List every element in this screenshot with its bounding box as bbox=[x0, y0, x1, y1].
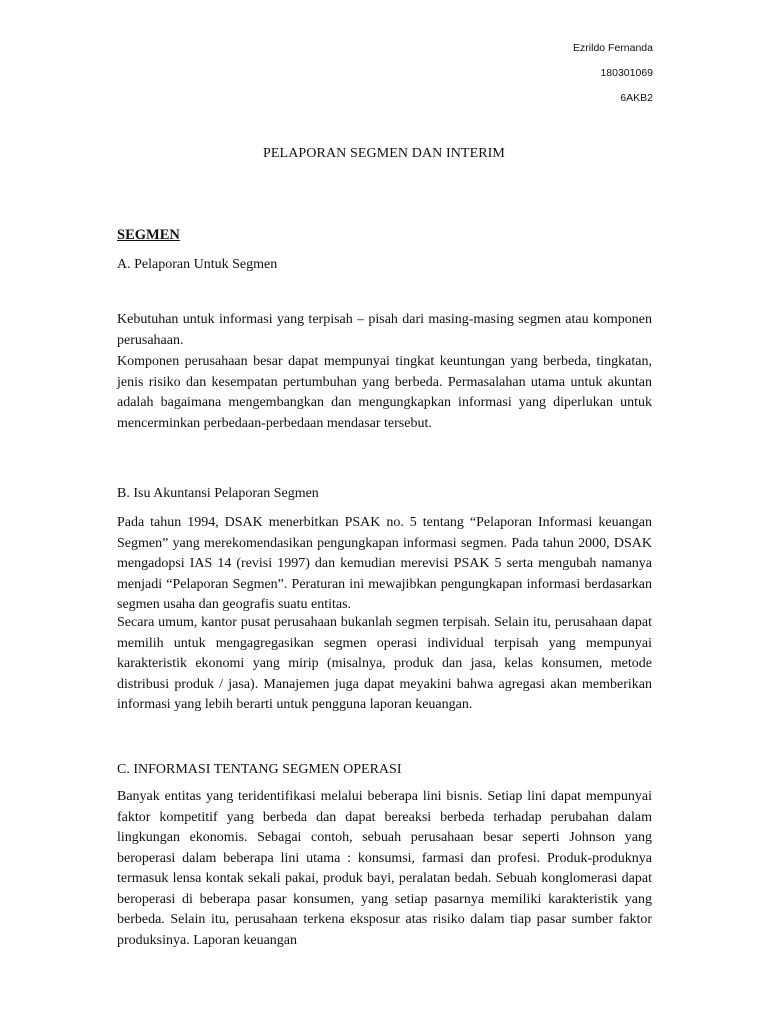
subheading-a: A. Pelaporan Untuk Segmen bbox=[117, 257, 278, 272]
paragraph-a2: Komponen perusahaan besar dapat mempunyai tingkat keuntungan yang berbeda, tingkatan, jenis risiko dan kesempatan pertumbuhan yang berbeda. Permasalahan utama untuk akuntan adalah bagaimana mengembangkan dan mengungkapkan informasi yang diperlukan untuk mencerminkan perbedaan-perbedaan mendasar tersebut. bbox=[117, 354, 652, 431]
paragraph-c1: Banyak entitas yang teridentifikasi melalui beberapa lini bisnis. Setiap lini dapat mempunyai faktor kompetitif yang berbeda dan dapat bereaksi berbeda terhadap perubahan dalam lingkungan ekonomis. Sebagai contoh, sebuah perusahaan besar seperti Johnson yang beroperasi dalam beberapa lini utama : konsumsi, farmasi dan profesi. Produk-produknya termasuk lensa kontak sekali pakai, produk bayi, peralatan bedah. Sebuah konglomerasi dapat beroperasi di beberapa pasar konsumen, yang setiap pasarnya memiliki karakteristik yang berbeda. Selain itu, perusahaan terkena eksposur atas risiko dalam tiap pasar sumber faktor produksinya. Laporan keuangan bbox=[117, 789, 652, 948]
paragraph-a1: Kebutuhan untuk informasi yang terpisah – pisah dari masing-masing segmen atau komponen perusahaan. bbox=[117, 312, 652, 348]
author-name: Ezrildo Fernanda bbox=[573, 42, 653, 54]
subheading-b: B. Isu Akuntansi Pelaporan Segmen bbox=[117, 486, 319, 501]
section-heading: SEGMEN bbox=[117, 227, 180, 243]
paragraph-b2: Secara umum, kantor pusat perusahaan bukanlah segmen terpisah. Selain itu, perusahaan dapat memilih untuk mengagregasikan segmen operasi individual terpisah yang mempunyai karakteristik ekonomi yang mirip (misalnya, produk dan jasa, kelas konsumen, metode distribusi produk / jasa). Manajemen juga dapat meyakini bahwa agregasi akan memberikan informasi yang lebih berarti untuk pengguna laporan keuangan. bbox=[117, 615, 652, 712]
class-code: 6AKB2 bbox=[620, 92, 653, 104]
student-id: 180301069 bbox=[600, 67, 653, 79]
paragraph-b1: Pada tahun 1994, DSAK menerbitkan PSAK no. 5 tentang “Pelaporan Informasi keuangan Segmen” yang merekomendasikan pengungkapan informasi segmen. Pada tahun 2000, DSAK mengadopsi IAS 14 (revisi 1997) dan kemudian merevisi PSAK 5 serta mengubah namanya menjadi “Pelaporan Segmen”. Peraturan ini mewajibkan pengungkapan informasi berdasarkan segmen usaha dan geografis suatu entitas. bbox=[117, 515, 652, 612]
subheading-c: C. INFORMASI TENTANG SEGMEN OPERASI bbox=[117, 762, 402, 777]
author-block bbox=[573, 43, 653, 118]
document-title: PELAPORAN SEGMEN DAN INTERIM bbox=[263, 146, 505, 161]
